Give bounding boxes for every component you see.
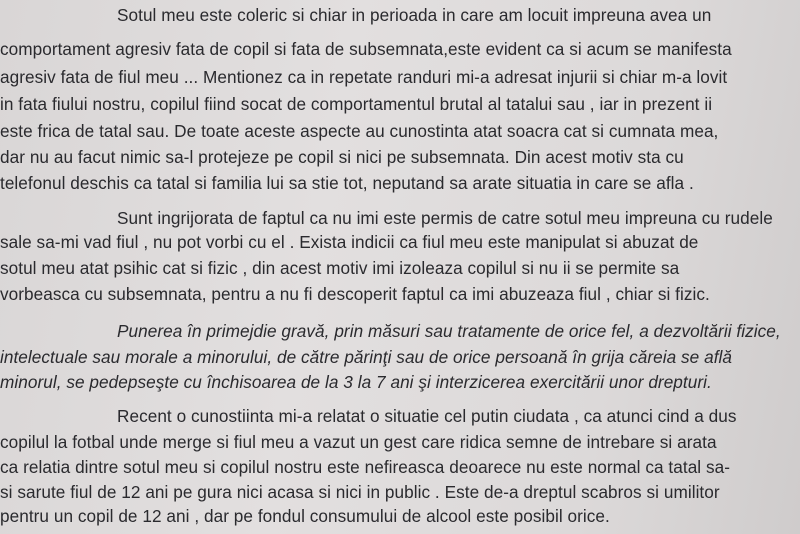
paragraph-4-line-4: si sarute fiul de 12 ani pe gura nici acasa si nici in public . Este de-a dreptul scabros si umilitor (0, 482, 720, 502)
paragraph-2-line-4: vorbeasca cu subsemnata, pentru a nu fi descoperit faptul ca imi abuzeaza fiul , chiar si fizic. (0, 284, 710, 304)
paragraph-3-line-1: Punerea în primejdie gravă, prin măsuri sau tratamente de orice fel, a dezvoltării fizice, (117, 321, 781, 341)
paragraph-4-line-5: pentru un copil de 12 ani , dar pe fondul consumului de alcool este posibil orice. (0, 506, 610, 526)
paragraph-1-line-7: telefonul deschis ca tatal si familia lui sa stie tot, neputand sa arate situatia in care se afla . (0, 173, 694, 193)
paragraph-2-line-1: Sunt ingrijorata de faptul ca nu imi este permis de catre sotul meu impreuna cu rudele (117, 208, 773, 228)
paragraph-1-line-3: agresiv fata de fiul meu ... Mentionez ca in repetate randuri mi-a adresat injurii si chiar m-a lovit (0, 67, 728, 87)
paragraph-2-line-2: sale sa-mi vad fiul , nu pot vorbi cu el . Exista indicii ca fiul meu este manipulat si abuzat de (0, 232, 699, 252)
paragraph-2-line-3: sotul meu atat psihic cat si fizic , din acest motiv imi izoleaza copilul si nu ii se permite sa (0, 258, 680, 278)
paragraph-1-line-6: dar nu au facut nimic sa-l protejeze pe copil si nici pe subsemnata. Din acest motiv sta cu (0, 147, 684, 167)
paragraph-3-line-3: minorul, se pedepseşte cu închisoarea de la 3 la 7 ani şi interzicerea exercitării unor drepturi. (0, 372, 712, 392)
paragraph-1-line-1: Sotul meu este coleric si chiar in perioada in care am locuit impreuna avea un (117, 5, 712, 25)
paragraph-4-line-2: copilul la fotbal unde merge si fiul meu a vazut un gest care ridica semne de intrebare si arata (0, 432, 717, 452)
paragraph-1-line-2: comportament agresiv fata de copil si fata de subsemnata,este evident ca si acum se manifesta (0, 39, 732, 59)
paragraph-1-line-5: este frica de tatal sau. De toate aceste aspecte au cunostinta atat soacra cat si cumnata mea, (0, 121, 719, 141)
paragraph-4-line-3: ca relatia dintre sotul meu si copilul nostru este nefireasca deoarece nu este normal ca tatal sa- (0, 457, 731, 477)
paragraph-1-line-4: in fata fiului nostru, copilul fiind socat de comportamentul brutal al tatalui sau , iar in prezent ii (0, 94, 713, 114)
paragraph-3-line-2: intelectuale sau morale a minorului, de către părinţi sau de orice persoană în grija căreia se află (0, 347, 733, 367)
paragraph-4-line-1: Recent o cunostiinta mi-a relatat o situatie cel putin ciudata , ca atunci cind a dus (117, 406, 737, 426)
